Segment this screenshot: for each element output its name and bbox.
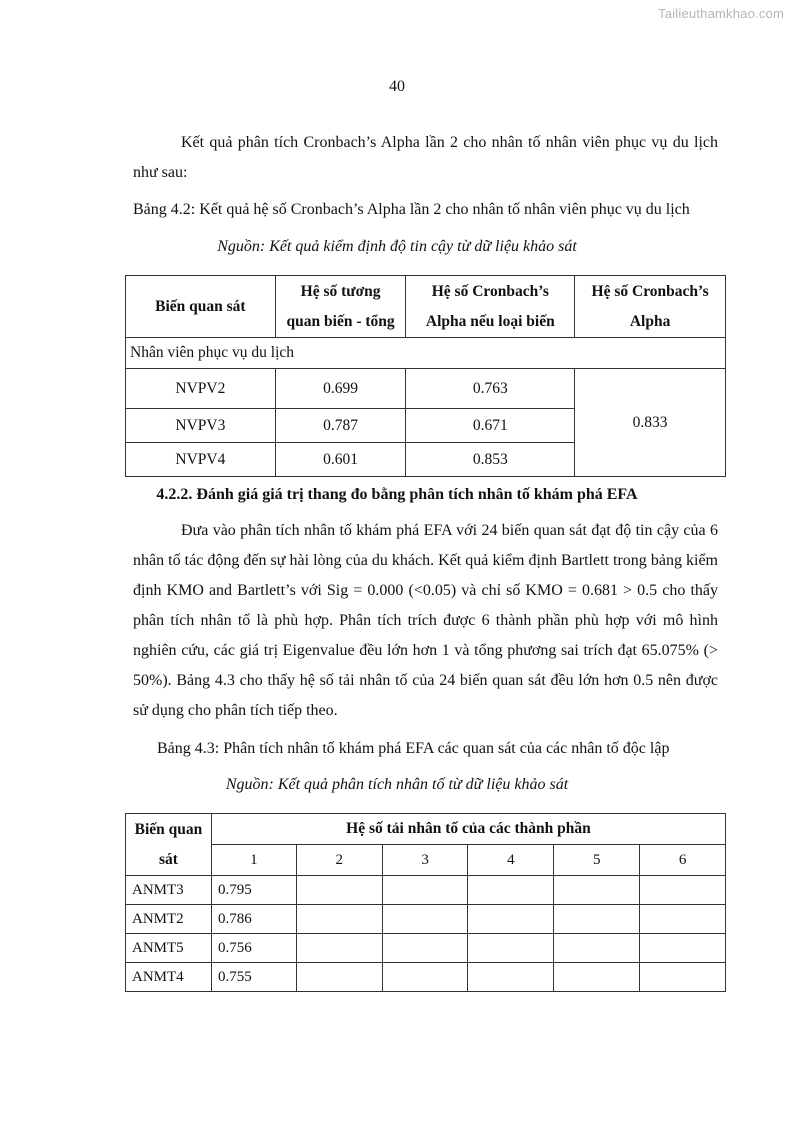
table-4-3 xyxy=(125,813,726,992)
table-row xyxy=(126,876,726,905)
loading-cell xyxy=(382,934,468,963)
table-header-row xyxy=(126,814,726,845)
loading-cell: 0.795 xyxy=(211,876,296,905)
loading-cell xyxy=(296,963,382,992)
loading-cell xyxy=(554,963,640,992)
component-header: 4 xyxy=(468,845,554,876)
loading-cell xyxy=(296,876,382,905)
variable-cell: ANMT3 xyxy=(126,876,212,905)
correlation-cell: 0.787 xyxy=(275,409,406,443)
header-alpha-if-deleted-line1: Hệ số Cronbach’s xyxy=(431,282,549,300)
loading-cell xyxy=(554,934,640,963)
variable-cell: NVPV2 xyxy=(126,369,276,409)
table-row xyxy=(126,934,726,963)
header-correlation xyxy=(275,276,406,338)
correlation-cell: 0.699 xyxy=(275,369,406,409)
intro-paragraph: Kết quả phân tích Cronbach’s Alpha lần 2 cho nhân tố nhân viên phục vụ du lịch như sau: xyxy=(133,134,718,181)
header-correlation-line1: Hệ số tương xyxy=(300,282,381,300)
loading-cell xyxy=(468,963,554,992)
table-row xyxy=(126,963,726,992)
variable-cell: ANMT5 xyxy=(126,934,212,963)
component-header: 5 xyxy=(554,845,640,876)
header-variable-line1: Biến quan xyxy=(134,820,203,838)
page-number: 40 xyxy=(389,78,405,95)
loading-cell xyxy=(640,934,726,963)
table-4-2-source: Nguồn: Kết quả kiểm định độ tin cậy từ dữ liệu khảo sát xyxy=(217,238,577,255)
loading-cell xyxy=(640,905,726,934)
loading-cell xyxy=(640,963,726,992)
correlation-cell: 0.601 xyxy=(275,443,406,477)
header-alpha xyxy=(575,276,726,338)
loading-cell xyxy=(382,905,468,934)
header-alpha-if-deleted-line2: Alpha nếu loại biến xyxy=(425,312,555,330)
variable-cell: NVPV3 xyxy=(126,409,276,443)
loading-cell xyxy=(554,905,640,934)
section-heading: 4.2.2. Đánh giá giá trị thang đo bằng phân tích nhân tố khám phá EFA xyxy=(156,486,638,503)
loading-cell xyxy=(554,876,640,905)
header-alpha-line1: Hệ số Cronbach’s xyxy=(591,282,709,300)
table-4-2-caption: Bảng 4.2: Kết quả hệ số Cronbach’s Alpha lần 2 cho nhân tố nhân viên phục vụ du lịch xyxy=(133,201,690,218)
loading-cell xyxy=(468,876,554,905)
component-header: 3 xyxy=(382,845,468,876)
header-alpha-if-deleted xyxy=(406,276,575,338)
table-4-3-caption: Bảng 4.3: Phân tích nhân tố khám phá EFA các quan sát của các nhân tố độc lập xyxy=(157,740,670,757)
table-header-row xyxy=(126,276,726,338)
component-header: 6 xyxy=(640,845,726,876)
table-group-row xyxy=(126,338,726,369)
header-correlation-line2: quan biến - tổng xyxy=(286,312,395,330)
table-row xyxy=(126,369,726,409)
loading-cell: 0.786 xyxy=(211,905,296,934)
loading-cell: 0.755 xyxy=(211,963,296,992)
alpha-if-deleted-cell: 0.763 xyxy=(406,369,575,409)
variable-cell: ANMT4 xyxy=(126,963,212,992)
table-4-2 xyxy=(125,275,726,477)
table-row xyxy=(126,905,726,934)
alpha-if-deleted-cell: 0.853 xyxy=(406,443,575,477)
variable-cell: ANMT2 xyxy=(126,905,212,934)
header-variable-line2: sát xyxy=(158,850,178,868)
loading-cell xyxy=(468,905,554,934)
loading-cell xyxy=(382,963,468,992)
loading-cell xyxy=(640,876,726,905)
variable-cell: NVPV4 xyxy=(126,443,276,477)
group-label: Nhân viên phục vụ du lịch xyxy=(126,338,726,369)
header-variable: Biến quan sát xyxy=(126,276,276,338)
header-variable xyxy=(126,814,212,876)
component-header: 1 xyxy=(211,845,296,876)
header-loadings-group: Hệ số tải nhân tố của các thành phần xyxy=(211,814,725,845)
component-header: 2 xyxy=(296,845,382,876)
alpha-if-deleted-cell: 0.671 xyxy=(406,409,575,443)
loading-cell: 0.756 xyxy=(211,934,296,963)
loading-cell xyxy=(296,934,382,963)
efa-paragraph: Đưa vào phân tích nhân tố khám phá EFA với 24 biến quan sát đạt độ tin cậy của 6 nhân tố tác động đến sự hài lòng của du khách. Kết quả kiểm định Bartlett trong bảng kiểm định KMO and Bartlett’s với Sig = 0.000 (<0.05) và chỉ số KMO = 0.681 > 0.5 cho thấy phân tích nhân tố là phù hợp. Phân tích trích được 6 thành phần phù hợp với mô hình nghiên cứu, các giá trị Eigenvalue đều lớn hơn 1 và tổng phương sai trích đạt 65.075% (> 50%). Bảng 4.3 cho thấy hệ số tải nhân tố của 24 biến quan sát đều lớn hơn 0.5 nên được sử dụng cho phân tích tiếp theo. xyxy=(133,522,718,719)
header-alpha-line2: Alpha xyxy=(629,312,671,330)
table-4-3-source: Nguồn: Kết quả phân tích nhân tố từ dữ liệu khảo sát xyxy=(225,776,569,793)
watermark: Tailieuthamkhao.com xyxy=(658,6,784,21)
loading-cell xyxy=(382,876,468,905)
alpha-cell: 0.833 xyxy=(575,369,726,477)
table-component-header-row xyxy=(126,845,726,876)
loading-cell xyxy=(296,905,382,934)
loading-cell xyxy=(468,934,554,963)
